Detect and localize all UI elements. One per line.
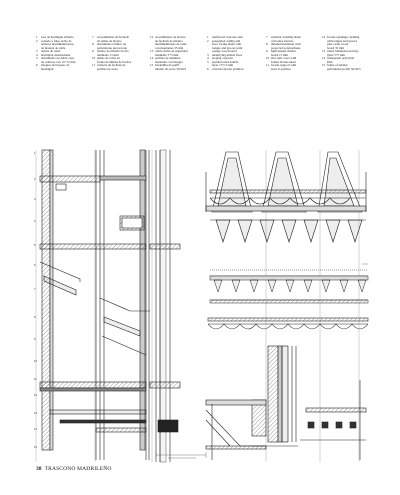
callout-number: 1 bbox=[34, 152, 36, 155]
publication-title: TRASCONO MADRILEÑO bbox=[44, 466, 112, 472]
legend-text: zinc lath cover with folded bronze sheet bbox=[271, 56, 297, 64]
legend-num: 1 bbox=[207, 35, 209, 39]
legend-text: aislamiento térmico de poliestireno proyectado bbox=[97, 42, 128, 50]
legend-num: 10 bbox=[92, 56, 96, 61]
callout-number: 13 bbox=[34, 412, 37, 415]
legend-num: 13 bbox=[150, 49, 154, 54]
legend-text: barandilla de perfil tubular de acero 50/50/5 bbox=[155, 63, 187, 71]
legend-num: 2 bbox=[207, 38, 209, 43]
callout-number: 4 bbox=[34, 220, 36, 223]
legend-text: perfiles de aluminio montados con bisagra bbox=[155, 56, 183, 64]
legend-num: 8 bbox=[92, 42, 94, 47]
callout-number: 11 bbox=[34, 378, 37, 381]
legend-num: 7 bbox=[92, 35, 94, 39]
legend-text: reinforced concrete slab bbox=[212, 35, 243, 39]
legend-text: losa de hormigón armado bbox=[41, 35, 74, 39]
legend-num: 12 bbox=[322, 35, 326, 39]
callout-number: 8 bbox=[34, 316, 36, 319]
legend-text: revestimiento de fachada de lamas de bronce bbox=[97, 35, 129, 43]
legend-num: 1 bbox=[36, 35, 38, 39]
legend-text: sloping concrete bbox=[212, 56, 233, 61]
legend-num: 11 bbox=[92, 63, 96, 68]
legend-text: tablero de madera de tilo laminado 15 mm bbox=[97, 49, 129, 57]
legend-text: soleado y falso techo de tableros machihembrados de madera de roble bbox=[41, 38, 74, 50]
legend-text: thermal insulation with projected polyurethane bbox=[271, 42, 301, 50]
legend-text: prefabricated double layer 15+15 mm bbox=[212, 59, 239, 68]
legend-num: 11 bbox=[266, 63, 270, 68]
louver-row-3 bbox=[208, 318, 368, 329]
callout-labels bbox=[34, 151, 37, 449]
legend-text: frame of tubular galvanized profile 50/50/5 bbox=[327, 63, 361, 71]
legend-text: aislamiento de doble capa de celulosa con 15+15 mm bbox=[41, 56, 76, 64]
legend-num: 3 bbox=[207, 52, 209, 57]
legend-num: 13 bbox=[322, 49, 326, 54]
legend-num: 7 bbox=[266, 35, 268, 39]
legend-text: underlying matted floor bbox=[212, 52, 243, 57]
legend-num: 15 bbox=[322, 63, 326, 68]
legend-text: cubierta de fachada de perfiles de acero bbox=[97, 63, 126, 71]
legend-num: 2 bbox=[36, 38, 38, 43]
legend-text: hormigón desmoldante bbox=[41, 52, 71, 57]
legend-num: 6 bbox=[36, 63, 38, 68]
page-footer bbox=[36, 466, 112, 472]
legend-text: tarima de roble bbox=[41, 49, 61, 54]
louver-profile-details bbox=[206, 152, 366, 212]
grid-lines bbox=[36, 150, 359, 462]
legend-num: 9 bbox=[266, 49, 268, 54]
callout-number: 14 bbox=[34, 428, 37, 431]
callout-number: 6 bbox=[34, 264, 36, 267]
legend-text: lamas de cobre en forma de lámina de bronce bbox=[97, 56, 132, 64]
legend-text: external cladding made of bronze louvers bbox=[271, 35, 301, 43]
legend-num: 4 bbox=[207, 56, 209, 61]
legend-text: concrete blocks partition bbox=[212, 66, 244, 71]
legend-num: 12 bbox=[150, 35, 154, 39]
callout-number: 3 bbox=[34, 198, 36, 201]
callout-number: 9 bbox=[34, 338, 36, 341]
legend-text: bloques de bloques de hormigón bbox=[41, 63, 70, 71]
legend-text: railed laminated security glass 5+5 mm bbox=[327, 49, 359, 57]
legend-text: facade support with steel U-profiles bbox=[271, 63, 297, 71]
legend-num: 10 bbox=[266, 56, 270, 61]
legend-num: 5 bbox=[36, 56, 38, 61]
legend-text: facade openings cladding with tongue and groove pine cedar wood board 35 mm bbox=[327, 35, 360, 50]
callout-number: 7 bbox=[34, 288, 36, 291]
legend-num: 14 bbox=[322, 56, 326, 61]
louver-plan-detail bbox=[210, 270, 368, 303]
wall-cladding-detail bbox=[252, 346, 298, 446]
legend-num: 9 bbox=[92, 49, 94, 54]
legend-num: 3 bbox=[36, 49, 38, 54]
legend-num: 4 bbox=[36, 52, 38, 57]
louver-row-2 bbox=[210, 220, 366, 242]
legend-text: vidrio doble de seguridad laminado 5+5 mm bbox=[155, 49, 188, 57]
legend-num: 8 bbox=[266, 42, 268, 47]
facade-strip-detail bbox=[150, 150, 180, 462]
legend-text: high density timber board 15 mm bbox=[271, 49, 296, 57]
legend-num: 5 bbox=[207, 59, 209, 64]
legend-num: 14 bbox=[150, 56, 154, 61]
legend-text: suspended ceiling and floor facing made with tongue and groove joint orange wood board bbox=[212, 38, 243, 54]
legend-num: 15 bbox=[150, 63, 154, 68]
callout-number: 10 bbox=[34, 360, 37, 363]
callout-number: 12 bbox=[34, 394, 37, 397]
legend-text: transparent polyvinyl film bbox=[327, 56, 355, 64]
callout-number: 5 bbox=[34, 244, 36, 247]
callout-number: 2 bbox=[34, 178, 36, 181]
callout-number: 15 bbox=[34, 446, 37, 449]
legend-num: 6 bbox=[207, 66, 209, 71]
page-number: 38 bbox=[36, 466, 42, 472]
legend-text: revestimiento de bronce de fachada de madera machihembrado de roble con montantes 35 mm bbox=[155, 35, 187, 50]
glazing-frame-detail bbox=[300, 380, 366, 460]
